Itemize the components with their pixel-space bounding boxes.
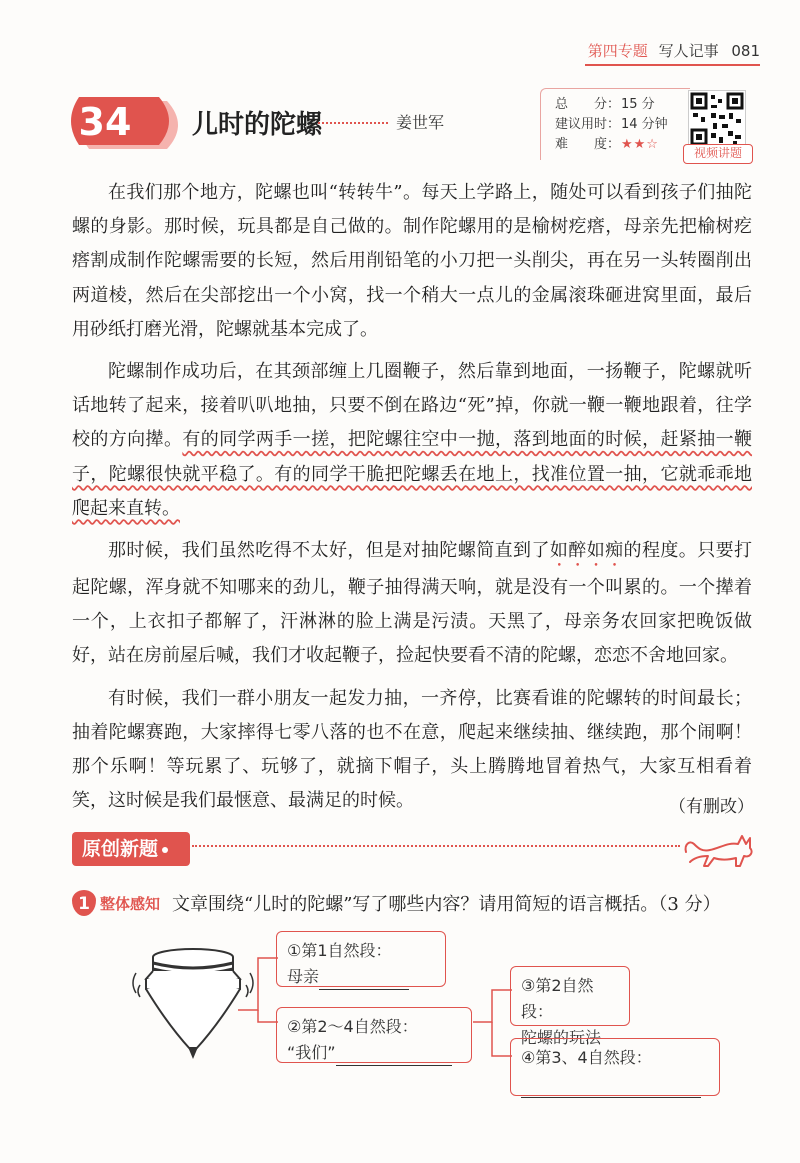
mindmap-box-4 (510, 1038, 720, 1096)
paragraph-3-before: 那时候，我们虽然吃得不太好，但是对抽陀螺简直到了 (108, 540, 550, 562)
lesson-title: 儿时的陀螺 (192, 110, 323, 140)
paragraph-4: 有时候，我们一群小朋友一起发力抽，一齐停，比赛看谁的陀螺转的时间最长；抽着陀螺赛跑，大家摔得七零八落的也不在意，爬起来继续抽、继续跑，那个闹啊！那个乐啊！等玩累了、玩够了，就摘下帽子，头上腾腾地冒着热气，大家互相看着笑，这时候是我们最惬意、最满足的时候。 (72, 687, 752, 812)
box-2-label: ②第2～4自然段： (287, 1017, 418, 1036)
time-label: 建议用时： (555, 117, 621, 132)
box-3-answer: 陀螺的玩法 (521, 1028, 602, 1047)
box-1-label: ①第1自然段： (287, 941, 392, 960)
time-row (555, 115, 690, 135)
box-2-answer: “我们” (287, 1043, 336, 1062)
header-rule (585, 64, 760, 66)
section-tag (72, 832, 190, 866)
mindmap-box-3 (510, 966, 630, 1047)
article-body (72, 176, 752, 826)
section-tag-label: 原创新题 (82, 838, 159, 860)
paragraph-2-text: 陀螺制作成功后，在其颈部缠上几圈鞭子，然后靠到地面，一扬鞭子，陀螺就听话地转了起来，接着叭叭地抽，只要不倒在路边“死”掉，你就一鞭一鞭地跟着，往学校的方向撵。 (72, 361, 752, 451)
box-4-blank[interactable] (521, 1071, 701, 1098)
video-explain-label[interactable]: 视频讲题 (683, 144, 753, 164)
mindmap-box-1 (276, 931, 446, 987)
difficulty-stars: ★★☆ (621, 137, 659, 152)
box-2-answer-row (287, 1040, 461, 1066)
question-tag: 整体感知 (100, 895, 161, 913)
paragraph-1: 在我们那个地方，陀螺也叫“转转牛”。每天上学路上，随处可以看到孩子们抽陀螺的身影。那时候，玩具都是自己做的。制作陀螺用的是榆树疙瘩，母亲先把榆树疙瘩割成制作陀螺需要的长短，然后用削铅笔的小刀把一头削尖，再在另一头转圈削出两道棱，然后在尖部挖出一个小窝，找一个稍大一点儿的金属滚珠砸进窝里面，最后用砂纸打磨光滑，陀螺就基本完成了。 (72, 182, 752, 340)
box-3-label: ③第2自然段： (521, 976, 594, 1021)
time-value: 14 分钟 (621, 117, 668, 132)
score-label: 总 分： (555, 97, 621, 112)
chapter-label: 第四专题 (587, 42, 648, 60)
page-number: 081 (731, 42, 760, 60)
box-2-blank[interactable] (336, 1065, 452, 1066)
question-number: 1 (72, 890, 96, 916)
spinning-top-icon (128, 945, 258, 1065)
difficulty-label: 难 度： (555, 137, 621, 152)
title-dotted-line (318, 122, 388, 124)
underlined-sentence: 有的同学两手一搓，把陀螺往空中一抛，落到地面的时候，赶紧抽一鞭子，陀螺很快就平稳了。有的同学干脆把陀螺丢在地上，找准位置一抽，它就乖乖地爬起来直转。 (72, 429, 753, 519)
paragraph-3-after: 的程度。只要打起陀螺，浑身就不知哪来的劲儿，鞭子抽得满天响，就是没有一个叫累的。一个撵着一个，上衣扣子都解了，汗淋淋的脸上满是污渍。天黑了，母亲务农回家把晚饭做好，站在房前屋后喊，我们才收起鞭子，捡起快要看不清的陀螺，恋恋不舍地回家。 (72, 540, 753, 667)
box-1-answer: 母亲 (287, 967, 320, 986)
section-label: 写人记事 (658, 42, 719, 60)
qr-code-icon[interactable] (688, 90, 746, 148)
section-tag-dot (162, 847, 168, 853)
difficulty-row (555, 135, 690, 155)
section-dotted-line (192, 845, 680, 847)
question-text: 文章围绕“儿时的陀螺”写了哪些内容？请用简短的语言概括。（3 分） (172, 894, 721, 915)
mindmap-box-2 (276, 1007, 472, 1063)
author: 姜世军 (396, 113, 445, 132)
source-note: （有删改） (669, 797, 754, 817)
box-1-blank[interactable] (319, 989, 409, 990)
box-4-label: ④第3、4自然段： (521, 1048, 652, 1067)
lesson-number: 34 (78, 100, 132, 144)
paragraph-3 (72, 534, 752, 674)
paragraph-2 (72, 355, 752, 526)
box-4-answer-row (521, 1071, 709, 1098)
info-box (540, 88, 690, 160)
emphasized-phrase: 如醉如痴 (549, 540, 624, 562)
cat-icon (680, 822, 760, 872)
page-header (588, 40, 760, 61)
score-row (555, 95, 690, 115)
box-1-answer-row (287, 964, 435, 990)
score-value: 15 分 (621, 97, 655, 112)
